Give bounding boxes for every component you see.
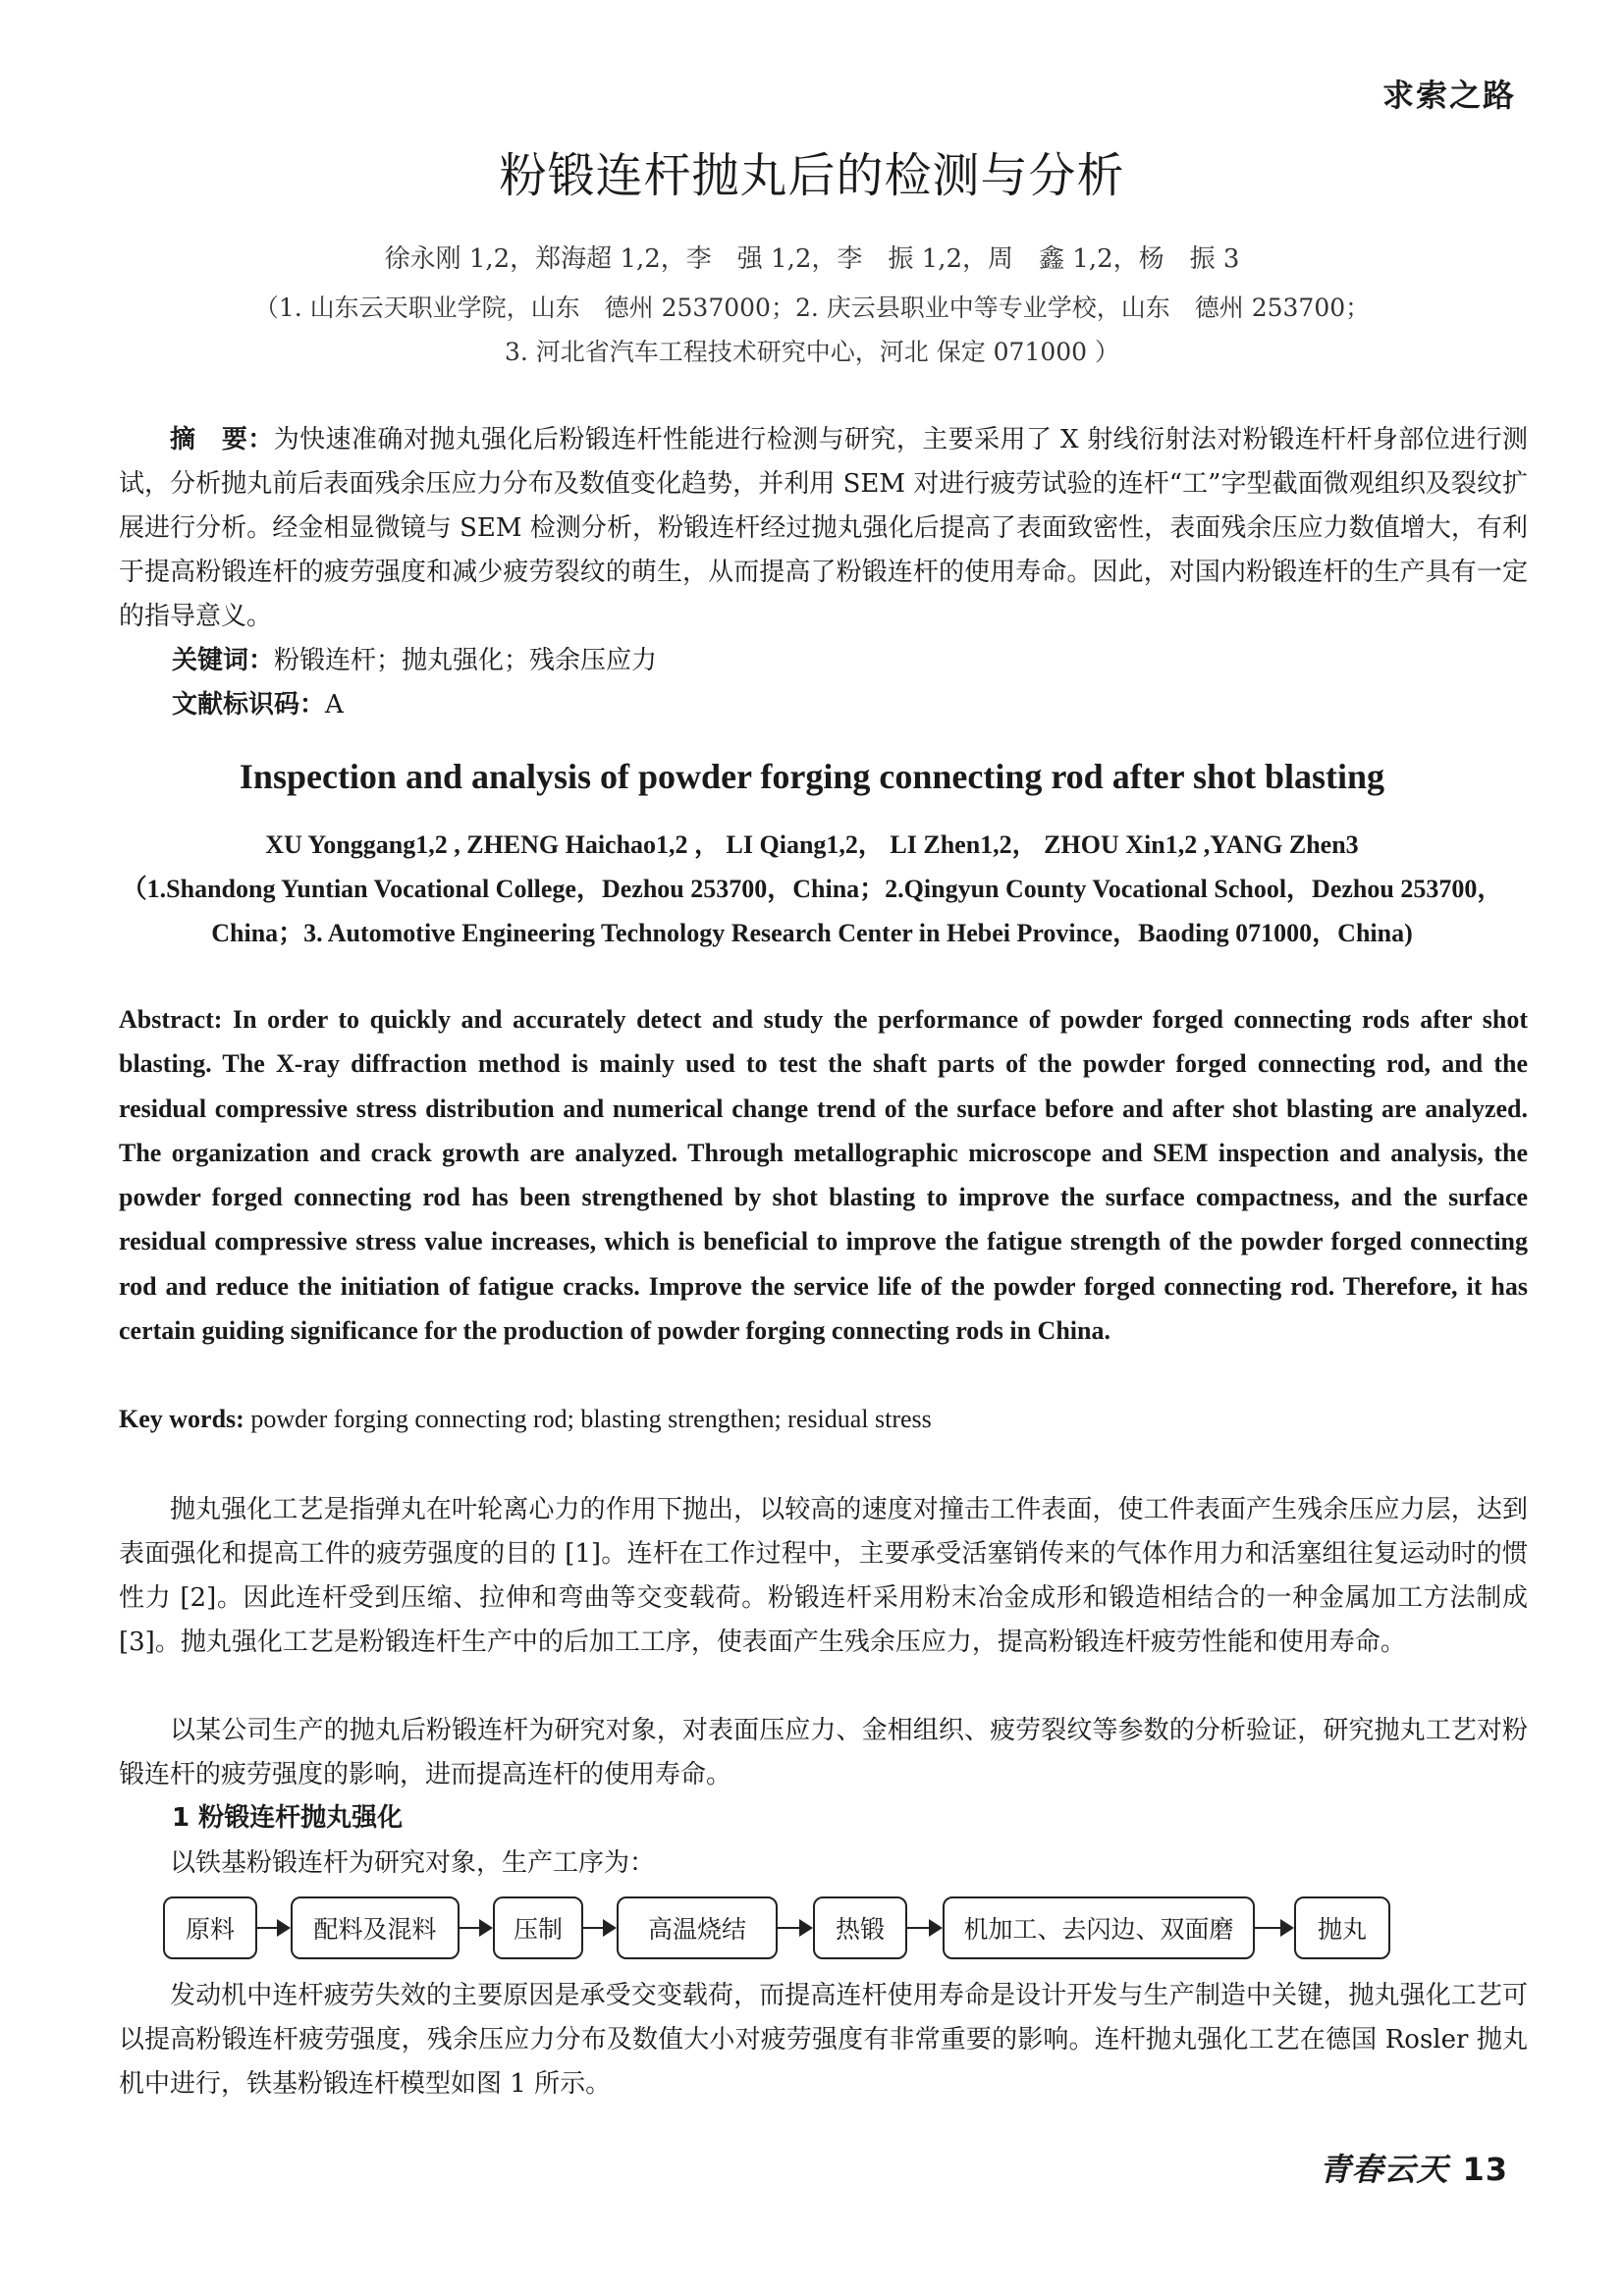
- en-abstract: [119, 997, 1528, 1353]
- cn-keywords-text: 粉锻连杆；抛丸强化；残余压应力: [274, 646, 658, 675]
- cn-abstract: [119, 418, 1528, 639]
- cn-doc-code-value: A: [325, 690, 344, 720]
- en-keywords-label: Key words:: [119, 1405, 244, 1433]
- page-title: 粉锻连杆抛丸后的检测与分析: [499, 148, 1125, 203]
- flow-step-sintering: 高温烧结: [617, 1896, 778, 1959]
- flow-step-pressing: 压制: [493, 1896, 583, 1959]
- flow-arrow: [907, 1927, 941, 1929]
- cn-doc-code-label: 文献标识码：: [172, 690, 326, 720]
- en-authors: XU Yonggang1,2 , ZHENG Haichao1,2 ， LI Qiang1,2， LI Zhen1,2， ZHOU Xin1,2 ,YANG Zhen3: [265, 830, 1359, 859]
- en-abstract-label: Abstract:: [119, 1005, 223, 1034]
- page-footer: [1319, 2145, 1508, 2190]
- en-affiliations: （1.Shandong Yuntian Vocational College，Dezhou 253700，China；2.Qingyun County Vocational School，Dezhou 253700，China；3. Automotive Engineering Technology Research Center in Hebei Province，Baoding 071000，China): [121, 875, 1503, 947]
- cn-affiliation-line-1: （1. 山东云天职业学院，山东 德州 2537000；2. 庆云县职业中等专业学校，山东 德州 253700；: [253, 294, 1371, 322]
- body-paragraph-4: 发动机中连杆疲劳失效的主要原因是承受交变载荷，而提高连杆使用寿命是设计开发与生产制造中关键，抛丸强化工艺可以提高粉锻连杆疲劳强度，残余压应力分布及数值大小对疲劳强度有非常重要的影响。连杆抛丸强化工艺在德国 Rosler 抛丸机中进行，铁基粉锻连杆模型如图 1 所示。: [119, 1981, 1528, 2099]
- body-paragraph-1: 抛丸强化工艺是指弹丸在叶轮离心力的作用下抛出，以较高的速度对撞击工件表面，使工件表面产生残余压应力层，达到表面强化和提高工件的疲劳强度的目的 [1]。连杆在工作过程中，主要承受活塞销传来的气体作用力和活塞组往复运动时的惯性力 [2]。因此连杆受到压缩、拉伸和弯曲等交变载荷。粉锻连杆采用粉末冶金成形和锻造相结合的一种金属加工方法制成 [3]。抛丸强化工艺是粉锻连杆生产中的后加工工序，使表面产生残余压应力，提高粉锻连杆疲劳性能和使用寿命。: [119, 1495, 1528, 1657]
- en-keywords-text: powder forging connecting rod; blasting strengthen; residual stress: [244, 1405, 932, 1433]
- flow-arrow: [257, 1927, 289, 1929]
- flow-step-raw-material: 原料: [163, 1896, 257, 1959]
- flow-arrow: [583, 1927, 615, 1929]
- en-keywords: [119, 1397, 1528, 1441]
- flow-arrow: [460, 1927, 491, 1929]
- cn-authors: 徐永刚 1,2，郑海超 1,2，李 强 1,2，李 振 1,2，周 鑫 1,2，杨 振 3: [384, 244, 1240, 274]
- magazine-name: 青春云天: [1319, 2151, 1449, 2188]
- section-heading-1: 1 粉锻连杆抛丸强化: [172, 1803, 404, 1833]
- process-flowchart: [163, 1896, 1400, 1965]
- cn-abstract-text: 为快速准确对抛丸强化后粉锻连杆性能进行检测与研究，主要采用了 X 射线衍射法对粉锻连杆杆身部位进行测试，分析抛丸前后表面残余压应力分布及数值变化趋势，并利用 SEM 对进行疲劳试验的连杆“工”字型截面微观组织及裂纹扩展进行分析。经金相显微镜与 SEM 检测分析，粉锻连杆经过抛丸强化后提高了表面致密性，表面残余压应力数值增大，有利于提高粉锻连杆的疲劳强度和减少疲劳裂纹的萌生，从而提高了粉锻连杆的使用寿命。因此，对国内粉锻连杆的生产具有一定的指导意义。: [119, 425, 1528, 631]
- body-paragraph-3: 以铁基粉锻连杆为研究对象，生产工序为：: [170, 1848, 656, 1878]
- cn-keywords-label: 关键词：: [172, 646, 275, 675]
- cn-affiliation-line-2: 3. 河北省汽车工程技术研究中心，河北 保定 071000 ）: [504, 338, 1120, 366]
- en-title: Inspection and analysis of powder forging connecting rod after shot blasting: [239, 757, 1385, 796]
- page-number: 13: [1462, 2151, 1508, 2188]
- en-abstract-text: In order to quickly and accurately detect and study the performance of powder forged connecting rods after shot blasting. The X-ray diffraction method is mainly used to test the shaft parts of the powder forged connecting rod, and the residual compressive stress distribution and numerical change trend of the surface before and after shot blasting are analyzed. The organization and crack growth are analyzed. Through metallographic microscope and SEM inspection and analysis, the powder forged connecting rod has been strengthened by shot blasting to improve the surface compactness, and the surface residual compressive stress value increases, which is beneficial to improve the fatigue strength of the powder forged connecting rod and reduce the initiation of fatigue cracks. Improve the service life of the powder forged connecting rod. Therefore, it has certain guiding significance for the production of powder forging connecting rods in China.: [119, 1005, 1528, 1346]
- flow-step-hot-forging: 热锻: [813, 1896, 907, 1959]
- flow-step-batching: 配料及混料: [291, 1896, 460, 1959]
- body-paragraph-2: 以某公司生产的抛丸后粉锻连杆为研究对象，对表面压应力、金相组织、疲劳裂纹等参数的分析验证，研究抛丸工艺对粉锻连杆的疲劳强度的影响，进而提高连杆的使用寿命。: [119, 1716, 1528, 1789]
- flow-arrow: [778, 1927, 811, 1929]
- cn-keywords: [172, 639, 1448, 683]
- cn-abstract-label: 摘 要：: [170, 425, 274, 454]
- cn-document-code: [172, 683, 1448, 727]
- flow-arrow: [1255, 1927, 1292, 1929]
- flow-step-shot-blasting: 抛丸: [1294, 1896, 1390, 1959]
- column-title: 求索之路: [1381, 77, 1516, 114]
- flow-step-machining: 机加工、去闪边、双面磨: [943, 1896, 1255, 1959]
